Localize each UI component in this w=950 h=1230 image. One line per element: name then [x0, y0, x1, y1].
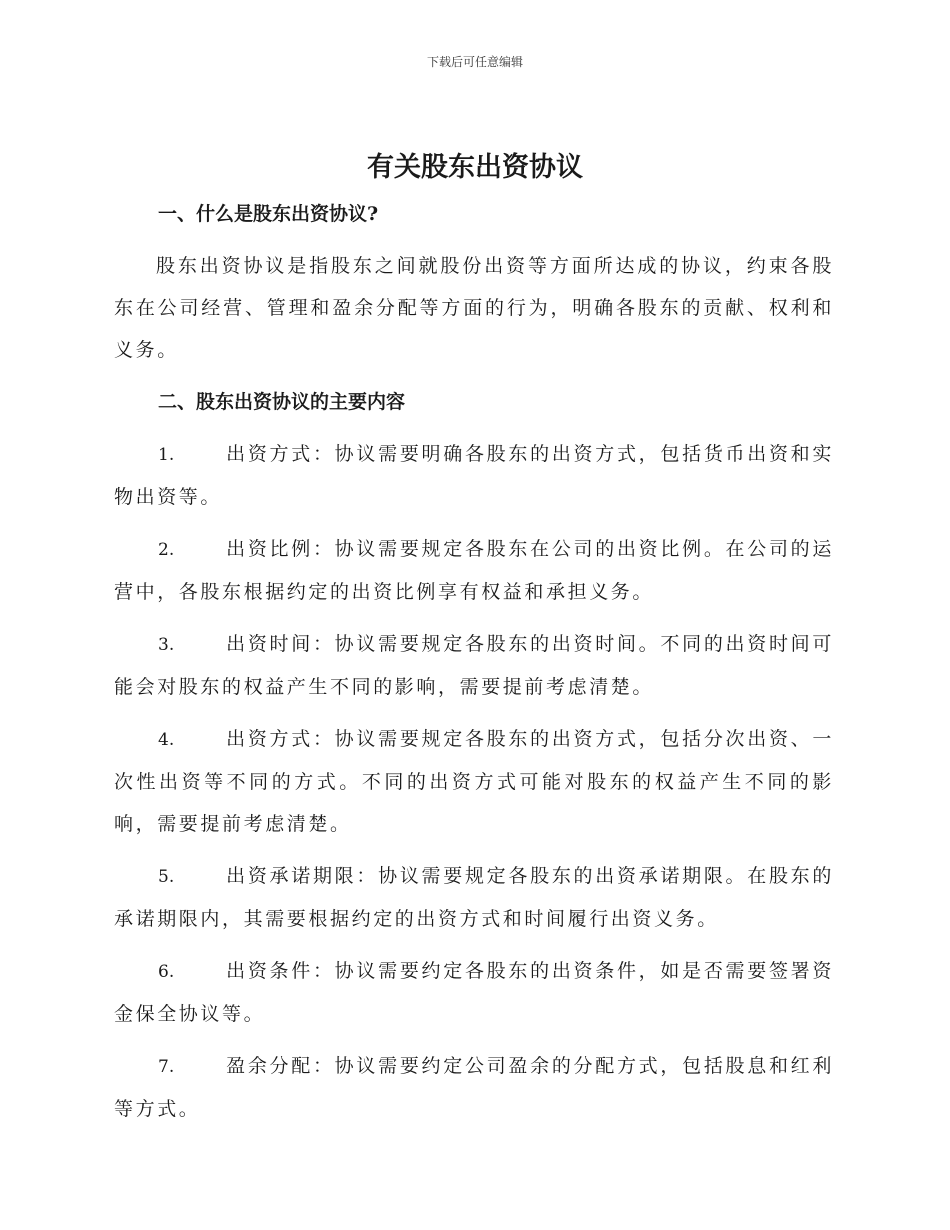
list-item [114, 433, 834, 518]
section-heading-what-is: 一、什么是股东出资协议? [158, 203, 379, 225]
list-item-text: 出资方式：协议需要明确各股东的出资方式，包括货币出资和实物出资等。 [114, 443, 834, 508]
list-item-text: 出资时间：协议需要规定各股东的出资时间。不同的出资时间可能会对股东的权益产生不同的影响，需要提前考虑清楚。 [114, 633, 834, 698]
list-item [114, 718, 834, 845]
list-item [114, 855, 834, 940]
content-list [114, 433, 834, 1130]
list-item-number: 1. [158, 445, 175, 465]
list-item-number: 7. [158, 1057, 175, 1077]
list-item-number: 5. [158, 867, 175, 887]
list-item-text: 出资承诺期限：协议需要规定各股东的出资承诺期限。在股东的承诺期限内，其需要根据约定的出资方式和时间履行出资义务。 [114, 865, 834, 930]
list-item [114, 528, 834, 613]
list-item-text: 出资比例：协议需要规定各股东在公司的出资比例。在公司的运营中，各股东根据约定的出资比例享有权益和承担义务。 [114, 538, 834, 603]
list-item-number: 6. [158, 962, 175, 982]
list-item-text: 出资条件：协议需要约定各股东的出资条件，如是否需要签署资金保全协议等。 [114, 960, 834, 1025]
intro-paragraph: 股东出资协议是指股东之间就股份出资等方面所达成的协议，约束各股东在公司经营、管理和盈余分配等方面的行为，明确各股东的贡献、权利和义务。 [114, 255, 834, 361]
section-heading-main-content: 二、股东出资协议的主要内容 [158, 391, 406, 413]
list-item-number: 2. [158, 540, 175, 560]
list-item [114, 950, 834, 1035]
document-title: 有关股东出资协议 [367, 152, 583, 183]
page-header-note: 下载后可任意编辑 [426, 55, 523, 69]
document-body [114, 193, 834, 1130]
list-item-number: 4. [158, 730, 175, 750]
list-item-text: 盈余分配：协议需要约定公司盈余的分配方式，包括股息和红利等方式。 [114, 1055, 834, 1120]
list-item-number: 3. [158, 635, 175, 655]
list-item [114, 623, 834, 708]
list-item-text: 出资方式：协议需要规定各股东的出资方式，包括分次出资、一次性出资等不同的方式。不同的出资方式可能对股东的权益产生不同的影响，需要提前考虑清楚。 [114, 728, 834, 835]
list-item [114, 1045, 834, 1130]
